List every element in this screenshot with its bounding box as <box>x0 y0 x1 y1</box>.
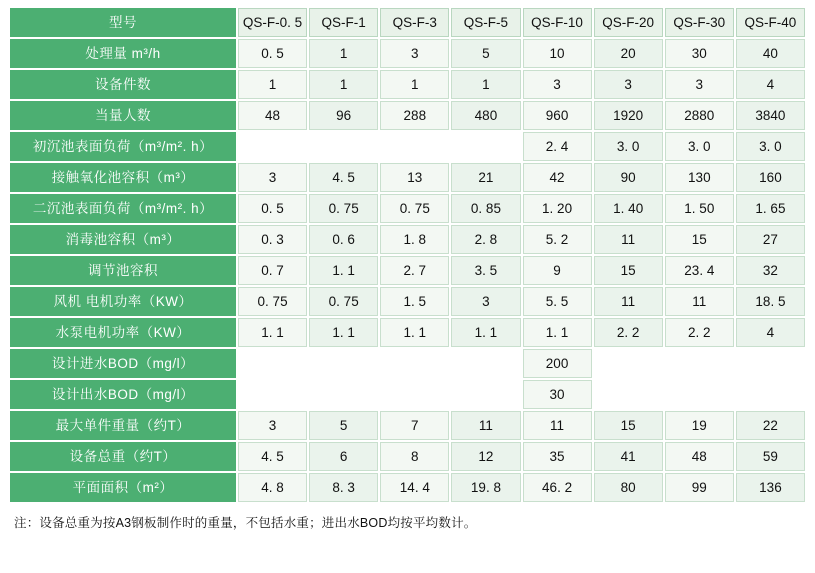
table-row <box>10 318 805 347</box>
table-cell: 5 <box>309 411 378 440</box>
table-cell: 1. 65 <box>736 194 805 223</box>
table-cell <box>451 132 520 161</box>
table-note: 注：设备总重为按A3钢板制作时的重量，不包括水重；进出水BOD均按平均数计。 <box>14 516 477 530</box>
table-cell: 30 <box>665 39 734 68</box>
table-cell: 480 <box>451 101 520 130</box>
table-row <box>10 225 805 254</box>
column-header-model: QS-F-1 <box>309 8 378 37</box>
table-cell: 3. 5 <box>451 256 520 285</box>
table-cell: 27 <box>736 225 805 254</box>
table-row <box>10 411 805 440</box>
table-cell: 130 <box>665 163 734 192</box>
table-body <box>10 8 805 502</box>
table-cell: 0. 75 <box>309 287 378 316</box>
row-label: 处理量 m³/h <box>10 39 236 68</box>
table-cell: 8 <box>380 442 449 471</box>
table-cell: 15 <box>665 225 734 254</box>
table-row <box>10 163 805 192</box>
table-cell: 96 <box>309 101 378 130</box>
table-cell: 3. 0 <box>594 132 663 161</box>
table-row <box>10 39 805 68</box>
table-row <box>10 287 805 316</box>
table-cell: 99 <box>665 473 734 502</box>
table-cell: 1. 1 <box>309 318 378 347</box>
table-cell: 46. 2 <box>523 473 592 502</box>
table-cell: 90 <box>594 163 663 192</box>
row-label: 风机 电机功率（KW） <box>10 287 236 316</box>
row-label: 设计进水BOD（mg/l） <box>10 349 236 378</box>
table-cell: 3 <box>665 70 734 99</box>
table-cell: 4 <box>736 318 805 347</box>
column-header-model: QS-F-20 <box>594 8 663 37</box>
table-cell: 3 <box>594 70 663 99</box>
table-cell: 4. 5 <box>238 442 307 471</box>
table-cell: 2. 4 <box>523 132 592 161</box>
table-cell: 4. 8 <box>238 473 307 502</box>
table-cell: 14. 4 <box>380 473 449 502</box>
table-cell <box>451 380 520 409</box>
table-cell: 1. 1 <box>238 318 307 347</box>
table-cell: 2880 <box>665 101 734 130</box>
column-header-model: QS-F-3 <box>380 8 449 37</box>
table-cell: 960 <box>523 101 592 130</box>
table-cell: 21 <box>451 163 520 192</box>
table-row <box>10 194 805 223</box>
table-cell: 18. 5 <box>736 287 805 316</box>
table-cell: 5 <box>451 39 520 68</box>
column-header-model: QS-F-0. 5 <box>238 8 307 37</box>
table-cell: 19 <box>665 411 734 440</box>
table-cell: 4 <box>736 70 805 99</box>
table-cell: 10 <box>523 39 592 68</box>
table-cell: 1 <box>238 70 307 99</box>
table-cell: 32 <box>736 256 805 285</box>
table-cell: 3 <box>523 70 592 99</box>
table-cell <box>451 349 520 378</box>
table-cell: 2. 8 <box>451 225 520 254</box>
table-row <box>10 132 805 161</box>
table-header-row <box>10 8 805 37</box>
table-cell: 0. 6 <box>309 225 378 254</box>
specification-table <box>8 6 807 504</box>
table-cell: 11 <box>523 411 592 440</box>
table-cell: 11 <box>594 287 663 316</box>
table-cell: 41 <box>594 442 663 471</box>
table-cell: 5. 5 <box>523 287 592 316</box>
table-cell: 1. 1 <box>309 256 378 285</box>
row-label: 消毒池容积（m³） <box>10 225 236 254</box>
table-cell: 15 <box>594 411 663 440</box>
table-cell <box>380 380 449 409</box>
column-header-model: QS-F-40 <box>736 8 805 37</box>
row-label: 调节池容积 <box>10 256 236 285</box>
table-row <box>10 473 805 502</box>
column-header-model: QS-F-10 <box>523 8 592 37</box>
table-row <box>10 70 805 99</box>
table-cell: 0. 5 <box>238 194 307 223</box>
table-cell: 1 <box>451 70 520 99</box>
table-cell: 40 <box>736 39 805 68</box>
table-cell: 136 <box>736 473 805 502</box>
table-cell: 0. 75 <box>238 287 307 316</box>
table-cell: 3840 <box>736 101 805 130</box>
table-cell <box>309 132 378 161</box>
row-label: 水泵电机功率（KW） <box>10 318 236 347</box>
table-cell: 8. 3 <box>309 473 378 502</box>
table-cell <box>665 380 734 409</box>
table-cell: 5. 2 <box>523 225 592 254</box>
table-cell <box>736 380 805 409</box>
row-label: 设备件数 <box>10 70 236 99</box>
table-cell: 0. 7 <box>238 256 307 285</box>
table-cell: 200 <box>523 349 592 378</box>
table-cell: 3 <box>238 163 307 192</box>
table-cell: 48 <box>665 442 734 471</box>
table-cell: 11 <box>665 287 734 316</box>
table-cell: 1920 <box>594 101 663 130</box>
table-cell: 1. 1 <box>380 318 449 347</box>
table-cell: 3. 0 <box>736 132 805 161</box>
table-cell: 48 <box>238 101 307 130</box>
table-cell: 2. 2 <box>665 318 734 347</box>
table-cell: 35 <box>523 442 592 471</box>
table-cell: 1. 50 <box>665 194 734 223</box>
row-label: 设备总重（约T） <box>10 442 236 471</box>
table-cell: 15 <box>594 256 663 285</box>
table-cell: 2. 2 <box>594 318 663 347</box>
table-cell: 9 <box>523 256 592 285</box>
table-cell <box>238 380 307 409</box>
table-cell <box>380 349 449 378</box>
table-cell: 11 <box>594 225 663 254</box>
table-cell: 1. 1 <box>523 318 592 347</box>
row-label: 二沉池表面负荷（m³/m². h） <box>10 194 236 223</box>
table-cell: 42 <box>523 163 592 192</box>
table-cell: 2. 7 <box>380 256 449 285</box>
table-row <box>10 380 805 409</box>
table-cell: 13 <box>380 163 449 192</box>
table-cell: 1 <box>309 70 378 99</box>
row-label: 接触氧化池容积（m³） <box>10 163 236 192</box>
row-label: 当量人数 <box>10 101 236 130</box>
table-cell: 0. 85 <box>451 194 520 223</box>
table-cell: 1. 40 <box>594 194 663 223</box>
table-cell: 12 <box>451 442 520 471</box>
row-label: 平面面积（m²） <box>10 473 236 502</box>
table-cell: 3. 0 <box>665 132 734 161</box>
table-row <box>10 101 805 130</box>
table-cell <box>238 349 307 378</box>
table-cell: 1 <box>309 39 378 68</box>
table-cell: 23. 4 <box>665 256 734 285</box>
table-cell <box>594 349 663 378</box>
table-cell: 19. 8 <box>451 473 520 502</box>
table-cell: 288 <box>380 101 449 130</box>
table-cell: 1. 5 <box>380 287 449 316</box>
table-cell: 0. 75 <box>309 194 378 223</box>
table-cell: 160 <box>736 163 805 192</box>
table-cell <box>594 380 663 409</box>
table-cell: 0. 3 <box>238 225 307 254</box>
table-row <box>10 256 805 285</box>
table-cell: 1 <box>380 70 449 99</box>
table-cell: 0. 5 <box>238 39 307 68</box>
table-cell <box>665 349 734 378</box>
row-label: 最大单件重量（约T） <box>10 411 236 440</box>
table-cell <box>309 349 378 378</box>
table-cell: 0. 75 <box>380 194 449 223</box>
table-cell: 1. 8 <box>380 225 449 254</box>
table-cell <box>736 349 805 378</box>
table-cell: 59 <box>736 442 805 471</box>
table-cell: 1. 20 <box>523 194 592 223</box>
table-cell <box>380 132 449 161</box>
table-cell: 3 <box>451 287 520 316</box>
table-cell: 30 <box>523 380 592 409</box>
table-cell: 3 <box>380 39 449 68</box>
table-cell <box>309 380 378 409</box>
header-label: 型号 <box>10 8 236 37</box>
table-cell: 80 <box>594 473 663 502</box>
table-cell: 22 <box>736 411 805 440</box>
table-cell: 11 <box>451 411 520 440</box>
table-row <box>10 349 805 378</box>
table-row <box>10 442 805 471</box>
table-cell: 7 <box>380 411 449 440</box>
table-cell: 20 <box>594 39 663 68</box>
table-cell: 3 <box>238 411 307 440</box>
row-label: 设计出水BOD（mg/l） <box>10 380 236 409</box>
table-cell: 1. 1 <box>451 318 520 347</box>
table-cell <box>238 132 307 161</box>
column-header-model: QS-F-5 <box>451 8 520 37</box>
table-cell: 4. 5 <box>309 163 378 192</box>
column-header-model: QS-F-30 <box>665 8 734 37</box>
row-label: 初沉池表面负荷（m³/m². h） <box>10 132 236 161</box>
table-cell: 6 <box>309 442 378 471</box>
